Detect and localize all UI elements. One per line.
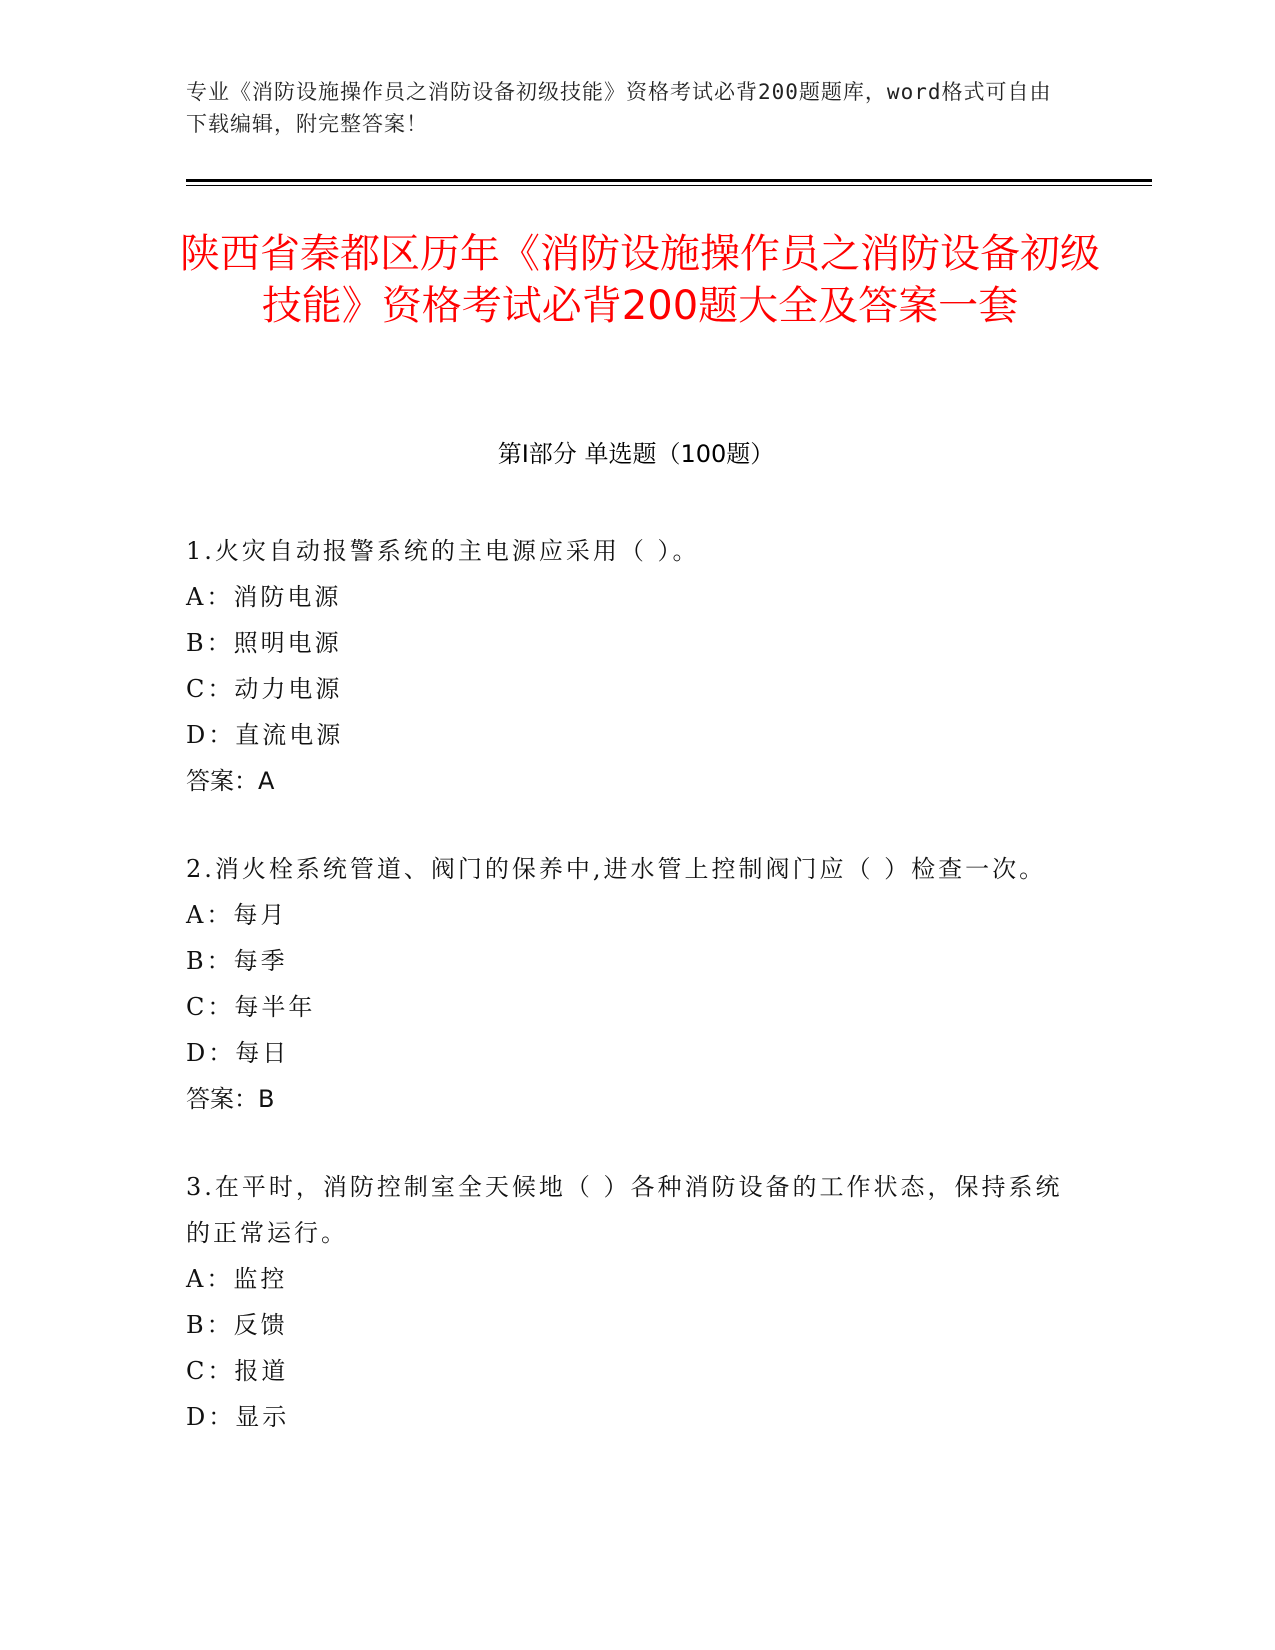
question-2 (186, 846, 1076, 1122)
option-a: A：监控 (186, 1265, 288, 1293)
option-a: A：消防电源 (186, 583, 342, 611)
question-list (186, 528, 1076, 1482)
question-3 (186, 1164, 1076, 1440)
header-note: 专业《消防设施操作员之消防设备初级技能》资格考试必背200题题库，word格式可自由下载编辑，附完整答案！ (186, 80, 1052, 136)
answer: 答案：B (186, 1085, 275, 1113)
option-d: D：每日 (186, 1039, 290, 1067)
question-1 (186, 528, 1076, 804)
header-divider-thin (186, 185, 1152, 186)
header-divider-thick (186, 179, 1152, 182)
option-b: B：照明电源 (186, 629, 342, 657)
option-b: B：每季 (186, 947, 288, 975)
section-title: 第Ⅰ部分 单选题（100题） (497, 440, 775, 468)
question-stem: 2.消火栓系统管道、阀门的保养中,进水管上控制阀门应（ ）检查一次。 (186, 855, 1047, 883)
option-d: D：直流电源 (186, 721, 344, 749)
answer: 答案：A (186, 767, 275, 795)
option-a: A：每月 (186, 901, 288, 929)
option-c: C：动力电源 (186, 675, 343, 703)
document-title: 陕西省秦都区历年《消防设施操作员之消防设备初级技能》资格考试必背200题大全及答案一套 (180, 231, 1100, 329)
question-stem: 1.火灾自动报警系统的主电源应采用（ ）。 (186, 537, 700, 565)
option-d: D：显示 (186, 1403, 290, 1431)
option-c: C：每半年 (186, 993, 316, 1021)
option-b: B：反馈 (186, 1311, 288, 1339)
option-c: C：报道 (186, 1357, 289, 1385)
question-stem: 3.在平时，消防控制室全天候地（ ）各种消防设备的工作状态，保持系统的正常运行。 (186, 1173, 1063, 1247)
